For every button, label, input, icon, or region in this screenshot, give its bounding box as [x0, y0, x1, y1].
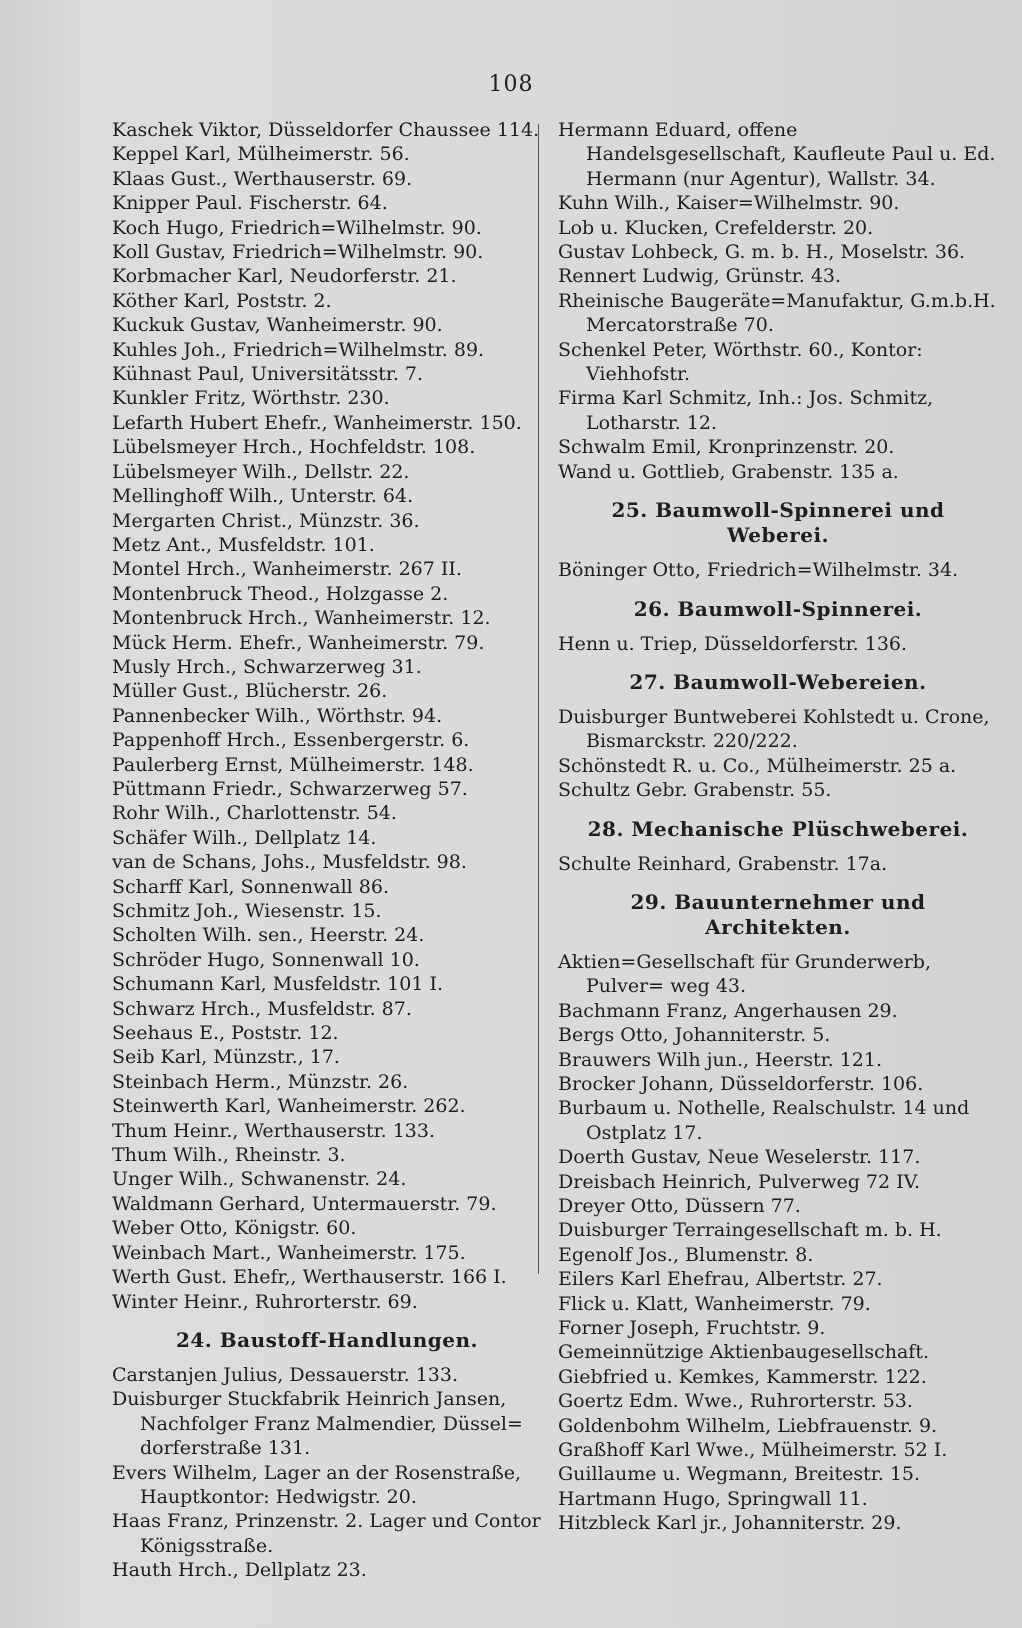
directory-entry: Steinbach Herm., Münzstr. 26.	[112, 1070, 409, 1093]
directory-entry: Koch Hugo, Friedrich=Wilhelmstr. 90.	[112, 216, 482, 239]
directory-entry: Böninger Otto, Friedrich=Wilhelmstr. 34.	[558, 559, 959, 582]
directory-entry: Pannenbecker Wilh., Wörthstr. 94.	[112, 704, 443, 727]
directory-entry: Lob u. Klucken, Crefelderstr. 20.	[558, 216, 874, 239]
directory-entry: Schäfer Wilh., Dellplatz 14.	[112, 826, 377, 849]
directory-entry: Egenolf Jos., Blumenstr. 8.	[558, 1243, 814, 1266]
directory-entry: Lübelsmeyer Hrch., Hochfeldstr. 108.	[112, 436, 476, 459]
directory-entry: Lefarth Hubert Ehefr., Wanheimerstr. 150.	[112, 411, 522, 434]
right-intro-list	[558, 118, 998, 484]
directory-entry: Brocker Johann, Düsseldorferstr. 106.	[558, 1072, 924, 1095]
directory-entry: Musly Hrch., Schwarzerweg 31.	[112, 655, 422, 678]
section-heading-27: 27. Baumwoll-Webereien.	[629, 669, 927, 694]
directory-entry: Scharff Karl, Sonnenwall 86.	[112, 875, 390, 898]
directory-entry: Keppel Karl, Mülheimerstr. 56.	[112, 143, 410, 166]
directory-entry: Evers Wilhelm, Lager an der Rosenstraße, Hauptkontor: Hedwigstr. 20.	[112, 1461, 522, 1508]
directory-entry: Paulerberg Ernst, Mülheimerstr. 148.	[112, 753, 474, 776]
directory-entry: Steinwerth Karl, Wanheimerstr. 262.	[112, 1095, 466, 1118]
directory-entry: Werth Gust. Ehefr,, Werthauserstr. 166 I.	[112, 1266, 507, 1289]
left-entry-list	[112, 118, 542, 1314]
directory-entry: Eilers Karl Ehefrau, Albertstr. 27.	[558, 1268, 883, 1291]
section-26-list	[558, 632, 998, 656]
directory-entry: Dreisbach Heinrich, Pulverweg 72 IV.	[558, 1170, 921, 1193]
directory-entry: Mellinghoff Wilh., Unterstr. 64.	[112, 485, 414, 508]
directory-entry: Flick u. Klatt, Wanheimerstr. 79.	[558, 1292, 871, 1315]
directory-entry: Giebfried u. Kemkes, Kammerstr. 122.	[558, 1365, 927, 1388]
directory-entry: Metz Ant., Musfeldstr. 101.	[112, 533, 375, 556]
directory-entry: Schenkel Peter, Wörthstr. 60., Kontor: Viehhofstr.	[558, 338, 923, 386]
section-heading-24: 24. Baustoff-Handlungen.	[175, 1327, 479, 1352]
directory-entry: Winter Heinr., Ruhrorterstr. 69.	[112, 1290, 418, 1313]
directory-entry: Dreyer Otto, Düssern 77.	[558, 1195, 801, 1217]
directory-entry: Mergarten Christ., Münzstr. 36.	[112, 509, 420, 532]
directory-entry: Firma Karl Schmitz, Inh.: Jos. Schmitz, Lotharstr. 12.	[558, 387, 934, 434]
directory-entry: Bergs Otto, Johanniterstr. 5.	[558, 1024, 831, 1047]
directory-entry: Duisburger Stuckfabrik Heinrich Jansen, Nachfolger Franz Malmendier, Düssel= dorferstraße 131.	[112, 1388, 523, 1460]
section-heading-28: 28. Mechanische Plüschweberei.	[587, 816, 969, 841]
directory-entry: Müller Gust., Blücherstr. 26.	[112, 680, 388, 703]
directory-entry: Forner Joseph, Fruchtstr. 9.	[558, 1317, 826, 1340]
directory-entry: Hitzbleck Karl jr., Johanniterstr. 29.	[558, 1512, 902, 1535]
directory-entry: Klaas Gust., Werthauserstr. 69.	[112, 167, 413, 190]
directory-entry: Seehaus E., Poststr. 12.	[112, 1022, 339, 1045]
directory-entry: Duisburger Terraingesellschaft m. b. H.	[558, 1219, 942, 1242]
directory-entry: Montenbruck Hrch., Wanheimerstr. 12.	[112, 607, 491, 630]
directory-entry: Gemeinnützige Aktienbaugesellschaft.	[558, 1341, 930, 1364]
directory-entry: Guillaume u. Wegmann, Breitestr. 15.	[558, 1463, 921, 1486]
directory-entry: Schumann Karl, Musfeldstr. 101 I.	[112, 973, 444, 996]
directory-entry: Montenbruck Theod., Holzgasse 2.	[112, 582, 449, 605]
directory-entry: Rheinische Baugeräte=Manufaktur, G.m.b.H. Mercatorstraße 70.	[558, 289, 996, 337]
page-number: 108	[488, 72, 534, 97]
directory-entry: Lübelsmeyer Wilh., Dellstr. 22.	[112, 460, 410, 483]
section-heading-29: 29. Bauunternehmer und Architekten.	[630, 889, 926, 939]
directory-entry: Brauwers Wilh jun., Heerstr. 121.	[558, 1048, 883, 1071]
directory-entry: Scholten Wilh. sen., Heerstr. 24.	[112, 924, 425, 947]
left-column	[112, 118, 542, 1583]
directory-entry: Weinbach Mart., Wanheimerstr. 175.	[112, 1241, 466, 1264]
directory-entry: Duisburger Buntweberei Kohlstedt u. Crone, Bismarckstr. 220/222.	[558, 705, 990, 753]
directory-entry: Hauth Hrch., Dellplatz 23.	[112, 1559, 367, 1582]
directory-entry: Korbmacher Karl, Neudorferstr. 21.	[112, 265, 457, 288]
directory-entry: Graßhoff Karl Wwe., Mülheimerstr. 52 I.	[558, 1439, 948, 1462]
directory-entry: Doerth Gustav, Neue Weselerstr. 117.	[558, 1146, 921, 1169]
directory-entry: Goertz Edm. Wwe., Ruhrorterstr. 53.	[558, 1390, 913, 1413]
directory-entry: Weber Otto, Königstr. 60.	[112, 1217, 357, 1240]
directory-entry: Rennert Ludwig, Grünstr. 43.	[558, 265, 842, 288]
directory-entry: Goldenbohm Wilhelm, Liebfrauenstr. 9.	[558, 1414, 938, 1437]
directory-entry: Mück Herm. Ehefr., Wanheimerstr. 79.	[112, 631, 485, 654]
directory-entry: Henn u. Triep, Düsseldorferstr. 136.	[558, 632, 908, 655]
directory-entry: Montel Hrch., Wanheimerstr. 267 II.	[112, 558, 462, 581]
directory-entry: Kaschek Viktor, Düsseldorfer Chaussee 114.	[112, 119, 540, 141]
directory-entry: Aktien=Gesellschaft für Grunderwerb, Pulver= weg 43.	[558, 950, 931, 998]
directory-entry: Hartmann Hugo, Springwall 11.	[558, 1487, 868, 1510]
directory-entry: Hermann Eduard, offene Handelsgesellschaft, Kaufleute Paul u. Ed. Hermann (nur Agentur), Wallstr. 34.	[558, 119, 996, 190]
directory-entry: Thum Heinr., Werthauserstr. 133.	[112, 1119, 436, 1142]
directory-entry: Schulte Reinhard, Grabenstr. 17a.	[558, 852, 888, 875]
directory-entry: Haas Franz, Prinzenstr. 2. Lager und Contor Königsstraße.	[112, 1510, 541, 1557]
directory-entry: Rohr Wilh., Charlottenstr. 54.	[112, 802, 397, 825]
directory-entry: Schröder Hugo, Sonnenwall 10.	[112, 948, 420, 971]
directory-entry: Kunkler Fritz, Wörthstr. 230.	[112, 387, 390, 410]
section-heading-25: 25. Baumwoll-Spinnerei und Weberei.	[611, 498, 945, 548]
directory-entry: Schultz Gebr. Grabenstr. 55.	[558, 779, 832, 802]
directory-entry: Waldmann Gerhard, Untermauerstr. 79.	[112, 1192, 497, 1215]
directory-entry: Kuckuk Gustav, Wanheimerstr. 90.	[112, 314, 443, 337]
directory-entry: Kuhn Wilh., Kaiser=Wilhelmstr. 90.	[558, 192, 900, 215]
directory-entry: Unger Wilh., Schwanenstr. 24.	[112, 1168, 407, 1191]
directory-entry: Wand u. Gottlieb, Grabenstr. 135 a.	[558, 460, 899, 483]
directory-entry: Kuhles Joh., Friedrich=Wilhelmstr. 89.	[112, 338, 485, 361]
directory-entry: Kühnast Paul, Universitätsstr. 7.	[112, 363, 424, 386]
directory-entry: Schwarz Hrch., Musfeldstr. 87.	[112, 997, 412, 1020]
section-25-list	[558, 558, 998, 582]
directory-entry: Pappenhoff Hrch., Essenbergerstr. 6.	[112, 729, 470, 752]
directory-entry: Thum Wilh., Rheinstr. 3.	[112, 1144, 346, 1167]
section-28-list	[558, 852, 998, 876]
directory-entry: Bachmann Franz, Angerhausen 29.	[558, 999, 898, 1022]
directory-entry: Schönstedt R. u. Co., Mülheimerstr. 25 a.	[558, 754, 957, 777]
directory-entry: Koll Gustav, Friedrich=Wilhelmstr. 90.	[112, 241, 484, 264]
directory-entry: van de Schans, Johs., Musfeldstr. 98.	[112, 851, 467, 874]
right-column	[558, 118, 998, 1536]
directory-entry: Knipper Paul. Fischerstr. 64.	[112, 192, 388, 215]
directory-entry: Gustav Lohbeck, G. m. b. H., Moselstr. 36.	[558, 241, 966, 264]
section-heading-26: 26. Baumwoll-Spinnerei.	[633, 596, 923, 621]
directory-entry: Carstanjen Julius, Dessauerstr. 133.	[112, 1363, 459, 1386]
directory-entry: Schmitz Joh., Wiesenstr. 15.	[112, 900, 382, 922]
directory-entry: Köther Karl, Poststr. 2.	[112, 289, 332, 312]
section-27-list	[558, 705, 998, 803]
section-29-list	[558, 950, 998, 1536]
directory-entry: Schwalm Emil, Kronprinzenstr. 20.	[558, 436, 895, 459]
directory-entry: Püttmann Friedr., Schwarzerweg 57.	[112, 777, 468, 800]
section-24-list	[112, 1363, 542, 1583]
directory-entry: Seib Karl, Münzstr., 17.	[112, 1046, 340, 1069]
directory-entry: Burbaum u. Nothelle, Realschulstr. 14 und Ostplatz 17.	[558, 1097, 970, 1144]
